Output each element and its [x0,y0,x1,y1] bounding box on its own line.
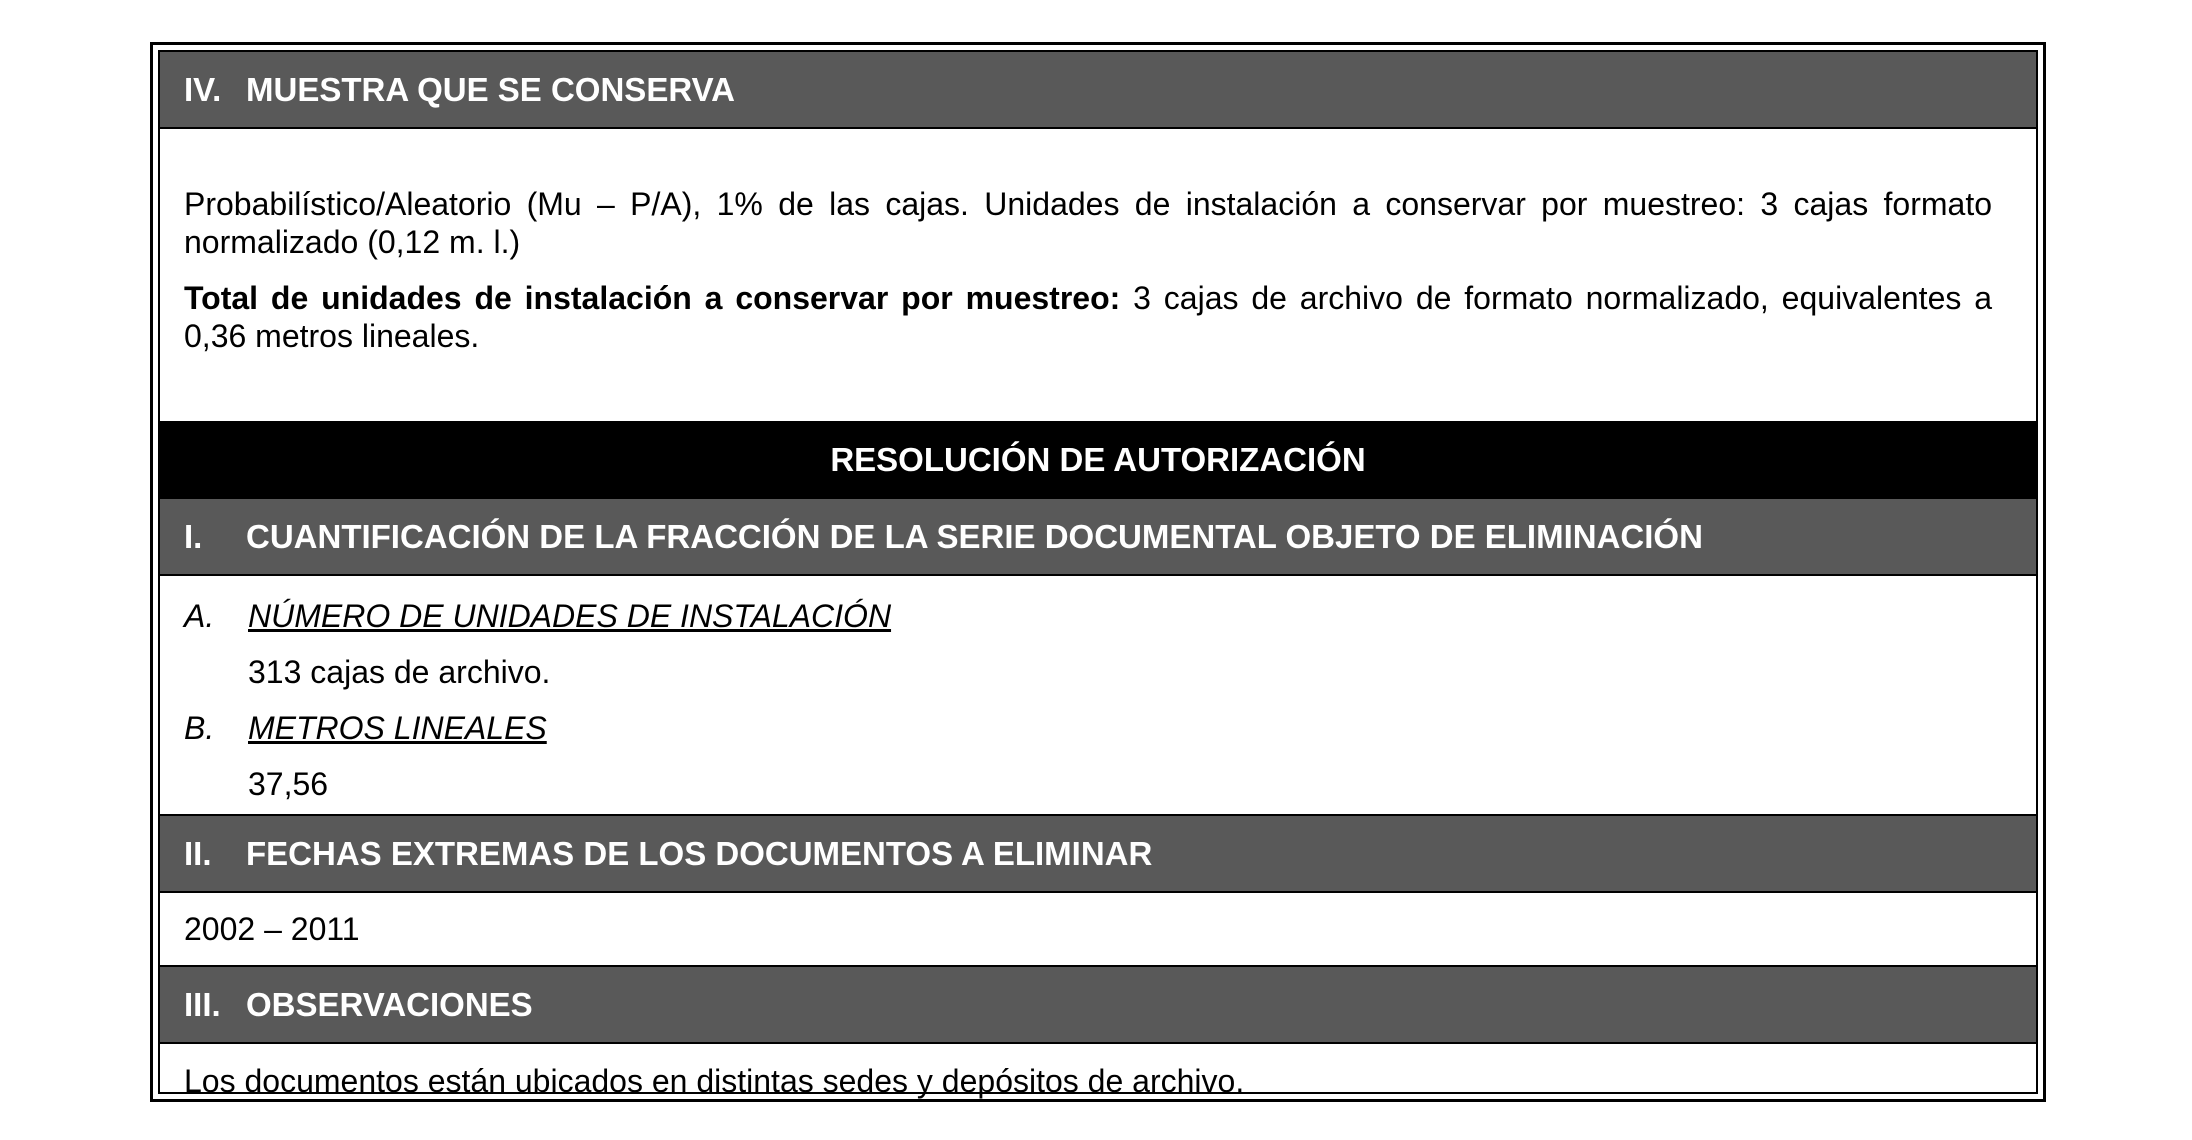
section-iv-body [160,129,2036,421]
section-i-header [160,499,2036,576]
sampling-total-label: Total de unidades de instalación a conservar por muestreo: [184,280,1121,316]
section-ii-title: FECHAS EXTREMAS DE LOS DOCUMENTOS A ELIMINAR [246,834,1153,872]
item-b-value: 37,56 [248,766,329,802]
item-a-letter: A. [184,598,215,634]
section-iv-number: IV. [184,70,222,108]
date-range-value: 2002 – 2011 [184,911,360,947]
item-a-row [184,588,1992,644]
observations-value: Los documentos están ubicados en distintas sedes y depósitos de archivo. [184,1063,1245,1099]
resolution-header [160,421,2036,499]
sampling-total-text [184,279,1992,355]
item-b-row [184,700,1992,756]
form-table-outer [150,42,2046,1102]
section-iv-title: MUESTRA QUE SE CONSERVA [246,70,735,108]
section-i-title: CUANTIFICACIÓN DE LA FRACCIÓN DE LA SERIE DOCUMENTAL OBJETO DE ELIMINACIÓN [246,517,1703,555]
sampling-method-text: Probabilístico/Aleatorio (Mu – P/A), 1% de las cajas. Unidades de instalación a conservar por muestreo: 3 cajas formato normalizado (0,12 m. l.) [184,186,1992,260]
section-iii-number: III. [184,985,221,1023]
section-ii-body [160,893,2036,967]
item-a-value: 313 cajas de archivo. [248,654,551,690]
item-a-label: NÚMERO DE UNIDADES DE INSTALACIÓN [248,598,892,634]
section-ii-header [160,816,2036,893]
section-iv-header [160,52,2036,129]
section-ii-number: II. [184,834,212,872]
section-iii-title: OBSERVACIONES [246,985,533,1023]
item-b-label: METROS LINEALES [248,710,547,746]
section-iii-body [160,1044,2036,1118]
section-i-body [160,576,2036,816]
form-table [158,50,2038,1099]
item-b-letter: B. [184,710,215,746]
resolution-title: RESOLUCIÓN DE AUTORIZACIÓN [830,441,1366,478]
sampling-total-value: 3 cajas de archivo de formato normalizado, equivalentes a 0,36 metros lineales. [184,280,1993,354]
section-iii-header [160,967,2036,1044]
section-i-number: I. [184,517,203,555]
